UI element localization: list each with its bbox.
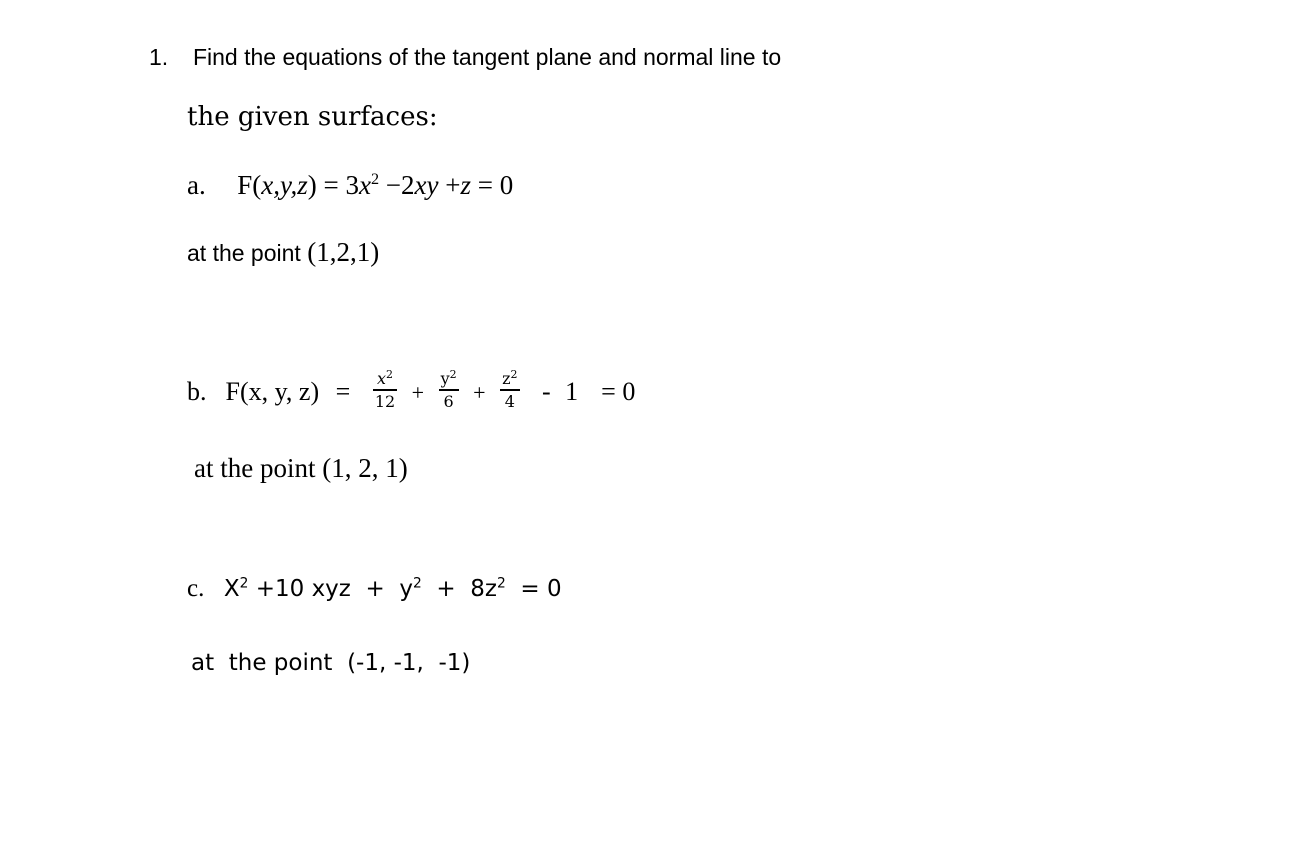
part-a-vars: x,y,z bbox=[261, 170, 308, 200]
part-a-rest2: = 0 bbox=[471, 170, 514, 200]
part-c-equation bbox=[187, 575, 562, 603]
part-b-point-line: at the point (1, 2, 1) bbox=[194, 453, 408, 483]
part-b-func: F(x, y, z) bbox=[225, 377, 320, 406]
part-a-label: a. bbox=[187, 170, 206, 200]
frac-1-exp: 2 bbox=[386, 367, 393, 381]
instruction-line-1: Find the equations of the tangent plane and normal line to bbox=[192, 44, 782, 70]
part-b-minus: - bbox=[542, 377, 551, 406]
part-b-one: 1 bbox=[565, 377, 579, 406]
frac-2-numerator: y bbox=[440, 368, 450, 388]
part-a-point: (1,2,1) bbox=[307, 237, 380, 267]
part-b-eq-zero: = 0 bbox=[601, 377, 636, 406]
part-a-xy: xy bbox=[414, 170, 439, 200]
part-b-equals: = bbox=[335, 377, 351, 406]
frac-3-exp: 2 bbox=[510, 367, 518, 381]
part-c-label: c. bbox=[187, 575, 205, 602]
part-a-eq: ) = 3 bbox=[307, 170, 359, 200]
part-b-plus-2: + bbox=[473, 380, 486, 405]
frac-2-denominator: 6 bbox=[443, 391, 454, 411]
part-c-t3: + 8z bbox=[421, 576, 498, 602]
frac-3-denominator: 4 bbox=[504, 391, 515, 411]
fraction-y2-over-6 bbox=[439, 367, 459, 411]
part-c-term-1 bbox=[224, 576, 562, 602]
part-a-equation bbox=[187, 170, 513, 201]
part-c-t1-exp: 2 bbox=[239, 575, 249, 592]
part-a-func: F( bbox=[237, 170, 262, 200]
fraction-x2-over-12 bbox=[373, 367, 397, 411]
part-a-plus: + bbox=[438, 170, 461, 200]
part-c-t4: = 0 bbox=[505, 576, 562, 602]
part-a-point-text: at the point bbox=[187, 240, 308, 266]
problem-header bbox=[149, 44, 781, 71]
part-a-x: x bbox=[358, 170, 371, 200]
part-b-plus-1: + bbox=[411, 380, 425, 405]
part-c-point-line: at the point (-1, -1, -1) bbox=[191, 650, 471, 676]
part-b-label: b. bbox=[187, 377, 207, 406]
part-a-z: z bbox=[460, 170, 471, 200]
frac-3-numerator: z bbox=[502, 368, 511, 388]
frac-1-numerator: x bbox=[376, 368, 386, 388]
frac-2-exp: 2 bbox=[449, 367, 457, 381]
part-c-t3-exp: 2 bbox=[497, 575, 506, 592]
part-c-t2: +10 xyz + y bbox=[248, 576, 413, 602]
instruction-line-2: the given surfaces: bbox=[187, 102, 438, 132]
frac-1-denominator: 12 bbox=[374, 391, 396, 411]
fraction-z2-over-4 bbox=[500, 367, 519, 411]
part-a-exp: 2 bbox=[370, 170, 380, 188]
problem-number: 1. bbox=[149, 44, 169, 70]
part-a-rest1: −2 bbox=[379, 170, 415, 200]
part-a-point-line bbox=[187, 237, 379, 268]
part-b-equation bbox=[187, 364, 635, 421]
part-c-t2-exp: 2 bbox=[413, 575, 422, 592]
part-c-t1: X bbox=[223, 576, 240, 602]
